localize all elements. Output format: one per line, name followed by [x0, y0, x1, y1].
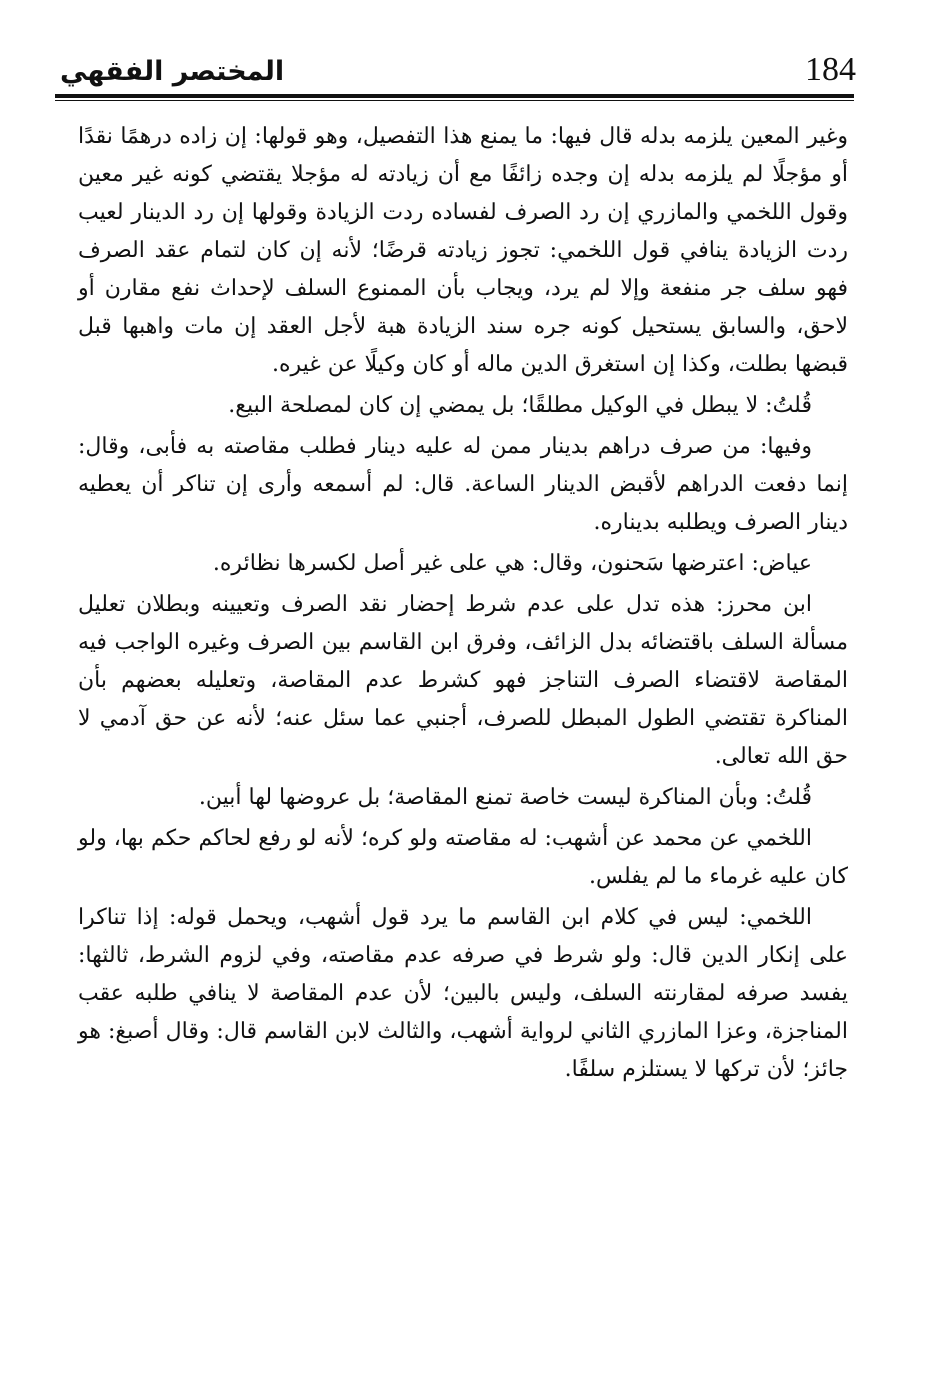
paragraph: وفيها: من صرف دراهم بدينار ممن له عليه دينار فطلب مقاصته به فأبى، وقال: إنما دفعت الدراهم لأقبض الدينار الساعة. قال: لم أسمعه وأرى إن تناكر أن يعطيه دينار الصرف ويطلبه بديناره.: [78, 434, 848, 535]
paragraph: اللخمي عن محمد عن أشهب: له مقاصته ولو كره؛ لأنه لو رفع لحاكم حكم بها، ولو كان عليه غرماء ما لم يفلس.: [78, 826, 848, 889]
paragraph: وغير المعين يلزمه بدله قال فيها: ما يمنع هذا التفصيل، وهو قولها: إن زاده درهمًا نقدًا أو مؤجلًا لم يلزمه بدله إن وجده زائفًا مع أن زيادته له مؤجلا يقتضي كونه غير معين وقول اللخمي والمازري إن رد الصرف لفساده ردت الزيادة وقولها إن رد الدينار لعيب ردت الزيادة ينافي قول اللخمي: تجوز زيادته قرضًا؛ لأنه إن كان لتمام عقد الصرف فهو سلف جر منفعة وإلا لم يرد، ويجاب بأن الممنوع السلف لإحداث نفع مقارن أو لاحق، والسابق يستحيل كونه جره سند الزيادة هبة لأجل العقد إن مات واهبها قبل قبضها بطلت، وكذا إن استغرق الدين ماله أو كان وكيلًا عن غيره.: [78, 124, 848, 377]
body-text: [78, 118, 848, 1092]
page-header: [60, 50, 856, 90]
paragraph: قُلتُ: وبأن المناكرة ليست خاصة تمنع المقاصة؛ بل عروضها لها أبين.: [198, 785, 812, 810]
paragraph: قُلتُ: لا يبطل في الوكيل مطلقًا؛ بل يمضي إن كان لمصلحة البيع.: [228, 393, 812, 418]
paragraph: عياض: اعترضها سَحنون، وقال: هي على غير أصل لكسرها نظائره.: [212, 551, 812, 576]
page-number: 184: [805, 51, 856, 88]
header-rule-thin: [55, 100, 854, 101]
paragraph: اللخمي: ليس في كلام ابن القاسم ما يرد قول أشهب، ويحمل قوله: إذا تناكرا على إنكار الدين قال: ولو شرط في صرفه عدم مقاصته، وفي لزوم الشرط، ثالثها: يفسد صرفه لمقارنته السلف، وليس بالبين؛ لأن عدم المقاصة لا ينافي طلبه عقب المناجزة، وعزا المازري الثاني لرواية أشهب، والثالث لابن القاسم قال: وقال أصبغ: هو جائز؛ لأن تركها لا يستلزم سلفًا.: [78, 905, 848, 1082]
paragraph: ابن محرز: هذه تدل على عدم شرط إحضار نقد الصرف وتعيينه وبطلان تعليل مسألة السلف باقتضائه بدل الزائف، وفرق ابن القاسم بين الصرف وغيره الواجب فيه المقاصة لاقتضاء الصرف التناجز فهو كشرط عدم المقاصة، وتعليله بعضهم بأن المناكرة تقتضي الطول المبطل للصرف، أجنبي عما سئل عنه؛ لأنه عن حق آدمي لا حق الله تعالى.: [78, 592, 848, 769]
book-title: المختصر الفقهي: [60, 56, 285, 87]
header-rule-thick: [55, 94, 854, 98]
